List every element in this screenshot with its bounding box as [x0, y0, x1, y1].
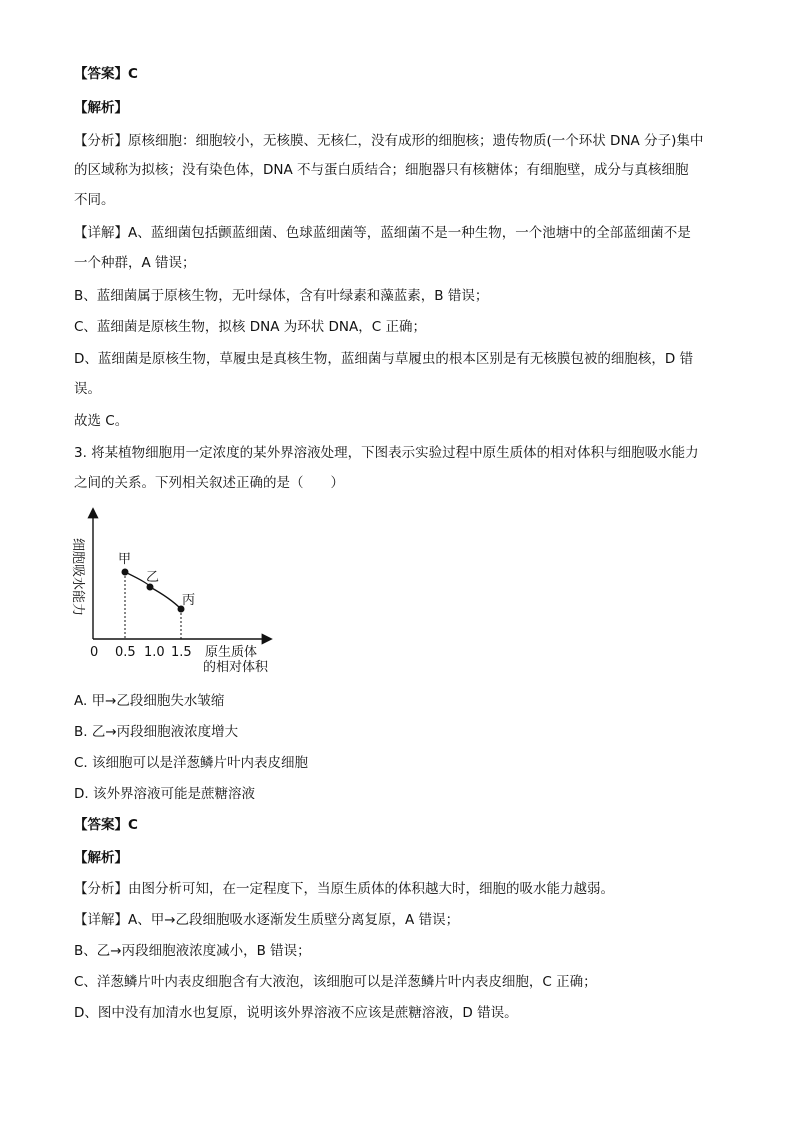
x-tick-10: 1.0: [144, 645, 165, 660]
detail-text: 【详解】A、甲→乙段细胞吸水逐渐发生质壁分离复原，A 错误；: [74, 912, 460, 928]
analysis-label: 【解析】: [74, 850, 128, 866]
detail-text: C、洋葱鳞片叶内表皮细胞含有大液泡，该细胞可以是洋葱鳞片叶内表皮细胞，C 正确；: [74, 974, 597, 990]
analysis-text: 【分析】由图分析可知，在一定程度下，当原生质体的体积越大时，细胞的吸水能力越弱。: [74, 881, 614, 897]
answer-label: 【答案】C: [74, 817, 138, 833]
x-tick-15: 1.5: [171, 645, 192, 660]
point-label-jia: 甲: [118, 552, 132, 567]
analysis-label: 【解析】: [74, 100, 128, 116]
detail-text: D、蓝细菌是原核生物，草履虫是真核生物，蓝细菌与草履虫的根本区别是有无核膜包被的细胞核，D 错: [74, 351, 694, 367]
detail-text: B、蓝细菌属于原核生物，无叶绿体，含有叶绿素和藻蓝素，B 错误；: [74, 288, 489, 304]
analysis-text: 【分析】原核细胞：细胞较小，无核膜、无核仁，没有成形的细胞核；遗传物质(一个环状 DNA 分子)集中: [74, 133, 704, 149]
analysis-text: 的区域称为拟核；没有染色体，DNA 不与蛋白质结合；细胞器只有核糖体；有细胞壁，成分与真核细胞: [74, 162, 689, 178]
option-c: C. 该细胞可以是洋葱鳞片叶内表皮细胞: [74, 755, 309, 771]
x-axis-label: 原生质体: [205, 645, 258, 660]
conclusion-text: 故选 C。: [74, 413, 129, 429]
detail-text: 误。: [74, 381, 101, 397]
option-a: A. 甲→乙段细胞失水皱缩: [74, 693, 225, 709]
detail-text: 一个种群，A 错误；: [74, 255, 196, 271]
detail-text: 【详解】A、蓝细菌包括颤蓝细菌、色球蓝细菌等，蓝细菌不是一种生物，一个池塘中的全部蓝细菌不是: [74, 225, 691, 241]
question-stem: 3. 将某植物细胞用一定浓度的某外界溶液处理，下图表示实验过程中原生质体的相对体积与细胞吸水能力: [74, 445, 699, 461]
analysis-text: 不同。: [74, 192, 115, 208]
detail-text: B、乙→丙段细胞液浓度减小，B 错误；: [74, 943, 311, 959]
point-jia: [122, 569, 129, 576]
option-b: B. 乙→丙段细胞液浓度增大: [74, 724, 239, 740]
volume-absorption-chart: [60, 500, 290, 680]
option-d: D. 该外界溶液可能是蔗糖溶液: [74, 786, 255, 802]
question-stem: 之间的关系。下列相关叙述正确的是（ ）: [74, 475, 344, 491]
answer-label: 【答案】C: [74, 66, 138, 82]
detail-text: C、蓝细菌是原核生物，拟核 DNA 为环状 DNA，C 正确；: [74, 319, 426, 335]
x-tick-05: 0.5: [115, 645, 136, 660]
x-axis-label: 的相对体积: [203, 660, 269, 675]
point-label-yi: 乙: [146, 570, 160, 585]
y-axis-label: 细胞吸水能力: [70, 538, 85, 617]
point-label-bing: 丙: [182, 593, 196, 608]
detail-text: D、图中没有加清水也复原，说明该外界溶液不应该是蔗糖溶液，D 错误。: [74, 1005, 518, 1021]
x-tick-0: 0: [90, 645, 99, 660]
